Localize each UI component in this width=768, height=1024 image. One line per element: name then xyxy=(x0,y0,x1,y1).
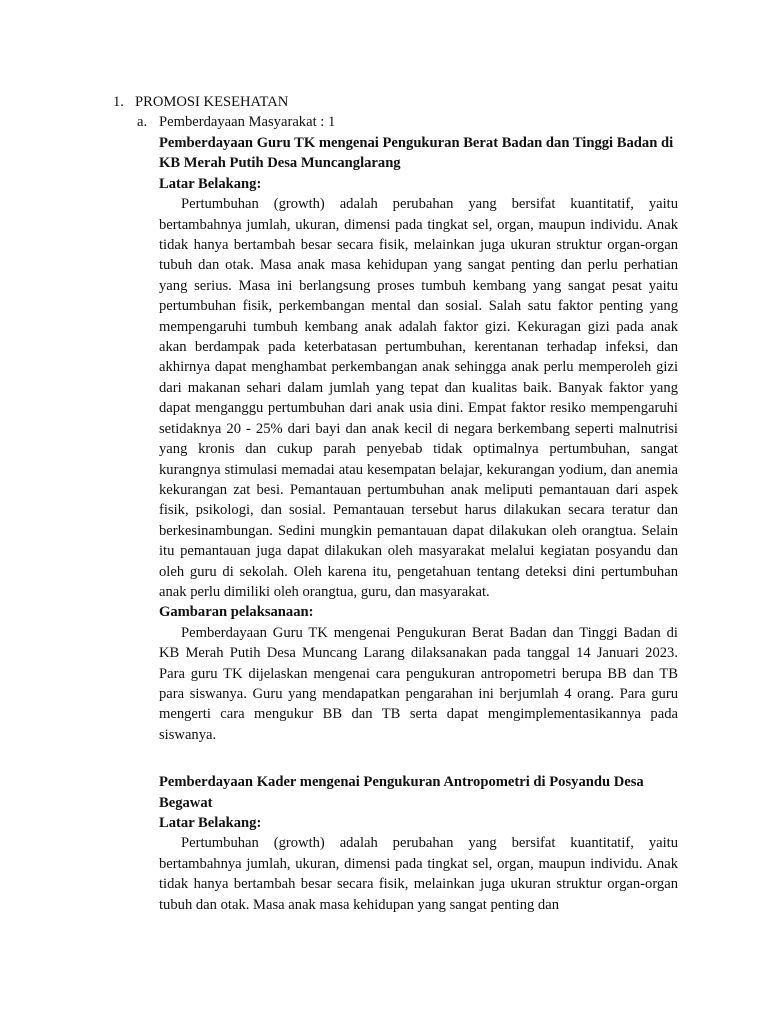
section-2-title: Pemberdayaan Kader mengenai Pengukuran Antropometri di Posyandu Desa Begawat xyxy=(159,774,644,811)
list-item-number: 1. xyxy=(113,94,124,110)
list-item-title: PROMOSI KESEHATAN xyxy=(135,94,289,110)
section-spacer xyxy=(159,745,678,772)
document-content xyxy=(159,133,678,915)
section-1-implementation-text: Pemberdayaan Guru TK mengenai Pengukuran Berat Badan dan Tinggi Badan di KB Merah Putih Desa Muncang Larang dilaksanakan pada tanggal 14 Januari 2023. Para guru TK dijelaskan mengenai cara pengukuran antropometri berupa BB dan TB para siswanya. Guru yang mendapatkan pengarahan ini berjumlah 4 orang. Para guru mengerti cara mengukur BB dan TB serta dapat mengimplementasikannya pada siswanya. xyxy=(159,624,678,743)
section-1-background-heading: Latar Belakang: xyxy=(159,175,262,192)
section-1-title: Pemberdayaan Guru TK mengenai Pengukuran Berat Badan dan Tinggi Badan di KB Merah Putih Desa Muncanglarang xyxy=(159,135,674,172)
section-1-background-text: Pertumbuhan (growth) adalah perubahan yang bersifat kuantitatif, yaitu bertambahnya jumlah, ukuran, dimensi pada tingkat sel, organ, maupun individu. Anak tidak hanya bertambah besar secara fisik, melainkan juga ukuran struktur organ-organ tubuh dan otak. Masa anak masa kehidupan yang sangat penting dan perlu perhatian yang serius. Masa ini berlangsung proses tumbuh kembang yang sangat pesat yaitu pertumbuhan fisik, perkembangan mental dan sosial. Salah satu faktor penting yang mempengaruhi tumbuh kembang anak adalah faktor gizi. Kekuragan gizi pada anak akan berdampak pada keterbatasan pertumbuhan, kerentanan terhadap infeksi, dan akhirnya dapat menghambat perkembangan anak sehingga anak perlu memperoleh gizi dari makanan sehari dalam jumlah yang tepat dan kualitas baik. Banyak faktor yang dapat menganggu pertumbuhan dari anak usia dini. Empat faktor resiko mempengaruhi setidaknya 20 - 25% dari bayi dan anak kecil di negara berkembang seperti malnutrisi yang kronis dan cukup parah penyebab tidak optimalnya pertumbuhan, sangat kurangnya stimulasi memadai atau kesempatan belajar, kekurangan yodium, dan anemia kekurangan zat besi. Pemantauan pertumbuhan anak meliputi pemantauan dari aspek fisik, psikologi, dan sosial. Pemantauan tersebut harus dilakukan secara teratur dan berkesinambungan. Sedini mungkin pemantauan dapat dilakukan oleh orangtua. Selain itu pemantauan juga dapat dilakukan oleh masyarakat melalui kegiatan posyandu dan oleh guru di sekolah. Oleh karena itu, pengetahuan tentang deteksi dini pertumbuhan anak perlu dimiliki oleh orangtua, guru, dan masyarakat. xyxy=(159,196,678,600)
sub-item-a xyxy=(137,112,335,132)
section-2-background-heading: Latar Belakang: xyxy=(159,815,262,831)
sub-item-title: Pemberdayaan Masyarakat : 1 xyxy=(159,114,336,130)
list-item-1 xyxy=(113,92,288,112)
section-1-implementation-heading: Gambaran pelaksanaan: xyxy=(159,604,314,621)
section-2-background-text: Pertumbuhan (growth) adalah perubahan yang bersifat kuantitatif, yaitu bertambahnya jumlah, ukuran, dimensi pada tingkat sel, organ, maupun individu. Anak tidak hanya bertambah besar secara fisik, melainkan juga ukuran struktur organ-organ tubuh dan otak. Masa anak masa kehidupan yang sangat penting dan xyxy=(159,835,678,913)
sub-item-letter: a. xyxy=(137,114,148,130)
